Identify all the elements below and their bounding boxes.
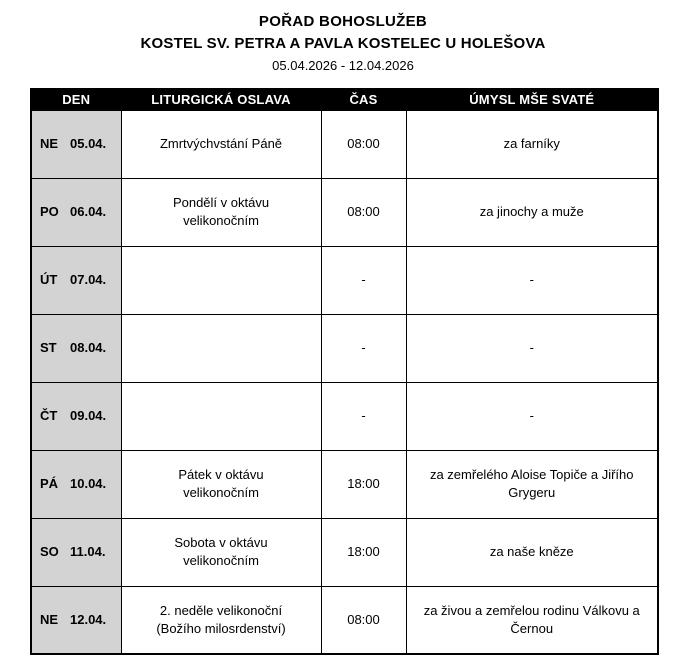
- intention-cell: za farníky: [406, 110, 658, 178]
- day-abbrev: PO: [40, 204, 59, 220]
- day-cell: [31, 586, 121, 654]
- day-cell: [31, 450, 121, 518]
- intention-cell: za živou a zemřelou rodinu Válkovu a Černou: [406, 586, 658, 654]
- table-row: [31, 314, 658, 382]
- day-date: 11.04.: [70, 544, 106, 560]
- day-cell: [31, 382, 121, 450]
- intention-cell: -: [406, 382, 658, 450]
- table-row: [31, 110, 658, 178]
- day-abbrev: NE: [40, 136, 59, 152]
- celebration-cell: Sobota v oktávu velikonočním: [121, 518, 321, 586]
- time-cell: -: [321, 314, 406, 382]
- intention-cell: -: [406, 246, 658, 314]
- day-date: 05.04.: [70, 136, 107, 152]
- intention-cell: -: [406, 314, 658, 382]
- column-header-oslava: LITURGICKÁ OSLAVA: [121, 89, 321, 110]
- intention-cell: za naše kněze: [406, 518, 658, 586]
- celebration-cell: Zmrtvýchvstání Páně: [121, 110, 321, 178]
- title-block: [0, 13, 686, 73]
- schedule-table: [30, 88, 659, 655]
- column-header-umysl: ÚMYSL MŠE SVATÉ: [406, 89, 658, 110]
- time-cell: 18:00: [321, 518, 406, 586]
- page-title: POŘAD BOHOSLUŽEB: [258, 13, 428, 30]
- time-cell: 18:00: [321, 450, 406, 518]
- day-date: 08.04.: [70, 340, 107, 356]
- time-cell: 08:00: [321, 110, 406, 178]
- table-row: [31, 382, 658, 450]
- table-row: [31, 518, 658, 586]
- table-row: [31, 450, 658, 518]
- time-cell: -: [321, 246, 406, 314]
- day-date: 10.04.: [70, 476, 107, 492]
- table-header-row: [31, 89, 658, 110]
- intention-cell: za jinochy a muže: [406, 178, 658, 246]
- table-row: [31, 586, 658, 654]
- day-cell: [31, 518, 121, 586]
- day-abbrev: ST: [40, 340, 57, 356]
- day-date: 12.04.: [70, 611, 107, 627]
- time-cell: 08:00: [321, 586, 406, 654]
- day-abbrev: ÚT: [40, 272, 58, 288]
- day-abbrev: PÁ: [40, 476, 59, 492]
- table-row: [31, 246, 658, 314]
- day-cell: [31, 110, 121, 178]
- intention-cell: za zemřelého Aloise Topiče a Jiřího Grygeru: [406, 450, 658, 518]
- celebration-cell: [121, 314, 321, 382]
- day-date: 09.04.: [70, 408, 107, 424]
- column-header-cas: ČAS: [321, 89, 406, 110]
- date-range: 05.04.2026 - 12.04.2026: [272, 58, 414, 73]
- celebration-cell: [121, 246, 321, 314]
- day-cell: [31, 314, 121, 382]
- day-date: 07.04.: [70, 272, 107, 288]
- day-abbrev: ČT: [40, 408, 58, 424]
- day-cell: [31, 178, 121, 246]
- celebration-cell: Pátek v oktávu velikonočním: [121, 450, 321, 518]
- time-cell: -: [321, 382, 406, 450]
- page-subtitle: KOSTEL SV. PETRA A PAVLA KOSTELEC U HOLEŠOVA: [140, 35, 546, 52]
- day-abbrev: SO: [40, 544, 59, 560]
- time-cell: 08:00: [321, 178, 406, 246]
- column-header-den: DEN: [31, 89, 121, 110]
- celebration-cell: Pondělí v oktávu velikonočním: [121, 178, 321, 246]
- day-cell: [31, 246, 121, 314]
- table-row: [31, 178, 658, 246]
- day-date: 06.04.: [70, 204, 107, 220]
- celebration-cell: [121, 382, 321, 450]
- day-abbrev: NE: [40, 611, 59, 627]
- celebration-cell: 2. neděle velikonoční (Božího milosrdenství): [121, 586, 321, 654]
